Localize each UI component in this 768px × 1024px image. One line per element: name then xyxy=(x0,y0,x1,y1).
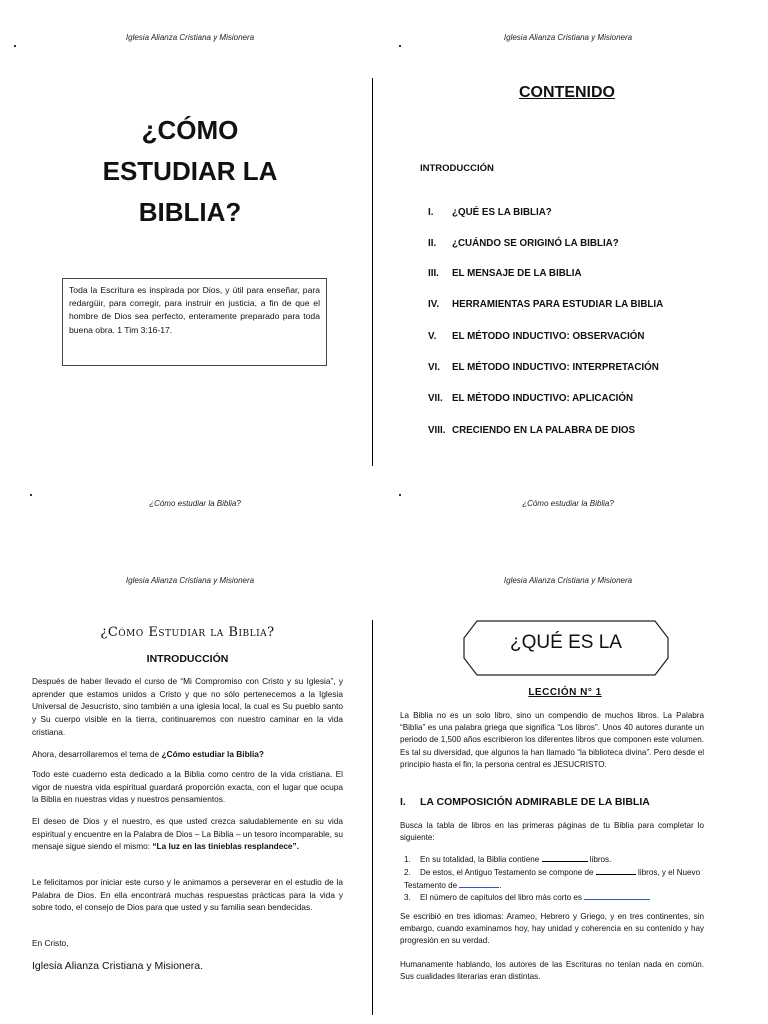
toc-item xyxy=(428,362,659,373)
section-title: LA COMPOSICIÓN ADMIRABLE DE LA BIBLIA xyxy=(420,796,650,808)
page1-footer: ¿Cómo estudiar la Biblia? xyxy=(149,499,241,508)
toc-item xyxy=(428,393,633,404)
intro-paragraph: Todo este cuaderno esta dedicado a la Biblia como centro de la vida cristiana. El vigor de nuestra vida espiritual guardará proporción exacta, con el lugar que ocupa la Biblia en nuestras vidas y nuestros pensamientos. xyxy=(32,769,343,805)
page3-header: Iglesia Alianza Cristiana y Misionera xyxy=(125,576,255,585)
closing: En Cristo, xyxy=(32,938,69,948)
intro-paragraph xyxy=(32,815,343,853)
contents-introduction: INTRODUCCIÓN xyxy=(420,163,494,174)
paragraph-text: El deseo de Dios y el nuestro, es que usted crezca saludablemente en su vida espiritual y encuentre en la Palabra de Dios – La Biblia – un tesoro incomparable, su mensaje sigue siendo el mismo: xyxy=(32,816,343,852)
scan-mark xyxy=(14,45,16,47)
page1-title xyxy=(70,110,310,233)
answer-blank[interactable] xyxy=(584,891,650,900)
instruction-text: Busca la tabla de libros en las primeras páginas de tu Biblia para completar lo siguiente: xyxy=(400,821,704,843)
answer-blank[interactable] xyxy=(596,866,636,875)
paragraph-bold-text: “La luz en las tinieblas resplandece”. xyxy=(152,841,300,852)
paragraph-bold-text: ¿Cómo estudiar la Biblia? xyxy=(161,749,264,759)
list-item xyxy=(404,853,704,866)
list-item xyxy=(404,866,704,892)
title-line: ESTUDIAR LA xyxy=(102,156,278,186)
list-text: libros, y el Nuevo Testamento de xyxy=(404,868,701,890)
list-number: 2. xyxy=(404,868,411,877)
list-text: . xyxy=(499,881,502,890)
intro-paragraph: Le felicitamos por iniciar este curso y le animamos a perseverar en el estudio de la Palabra de Dios. En ella encontrará muchas respuestas prácticas para la vida y sobre todo, el consejo de Dios para que usted y su familia sean bendecidas. xyxy=(32,877,343,913)
scan-mark xyxy=(399,45,401,47)
lesson-banner-title: ¿QUÉ ES LA xyxy=(510,632,622,653)
toc-item xyxy=(428,331,645,342)
answer-blank[interactable] xyxy=(459,879,502,890)
list-text: De estos, el Antiguo Testamento se compone de xyxy=(420,868,596,877)
lesson-paragraph: Humanamente hablando, los autores de las Escrituras no tenían nada en común. Sus cualidades literarias eran distintas. xyxy=(400,960,704,982)
toc-text: ¿CUÁNDO SE ORIGINÓ LA BIBLIA? xyxy=(452,238,619,249)
section-heading xyxy=(400,796,650,808)
list-text: El número de capítulos del libro más corto es xyxy=(420,893,585,902)
answer-blank[interactable] xyxy=(542,853,588,862)
toc-number: II. xyxy=(428,238,437,249)
title-line: BIBLIA? xyxy=(138,197,242,227)
section-number: I. xyxy=(400,796,406,808)
page3-subtitle: INTRODUCCIÓN xyxy=(146,653,229,665)
page-divider xyxy=(372,78,373,466)
title-line: ¿CÓMO xyxy=(141,115,239,145)
toc-number: IV. xyxy=(428,299,440,310)
toc-number: V. xyxy=(428,331,437,342)
list-text: libros. xyxy=(587,855,612,864)
toc-text: HERRAMIENTAS PARA ESTUDIAR LA BIBLIA xyxy=(452,299,664,310)
list-number: 3. xyxy=(404,893,411,902)
toc-number: VI. xyxy=(428,362,440,373)
toc-text: EL MÉTODO INDUCTIVO: OBSERVACIÓN xyxy=(452,331,645,342)
toc-text: EL MÉTODO INDUCTIVO: APLICACIÓN xyxy=(452,393,634,404)
toc-number: VIII. xyxy=(428,425,446,436)
toc-number: VII. xyxy=(428,393,443,404)
toc-number: III. xyxy=(428,268,439,279)
toc-item xyxy=(428,238,619,249)
list-text: En su totalidad, la Biblia contiene xyxy=(420,855,542,864)
toc-number: I. xyxy=(428,207,434,218)
toc-text: EL MENSAJE DE LA BIBLIA xyxy=(452,268,582,279)
paragraph-text: Ahora, desarrollaremos el tema de xyxy=(32,749,162,759)
intro-paragraph: Después de haber llevado el curso de “Mi Compromiso con Cristo y su Iglesia”, y aprender que estamos unidos a Cristo y que no sólo pertenecemos a la Iglesia Universal de Jesucristo, sino también a una iglesia local, la cual es Su pueblo santo y Su cuerpo visible en la tierra, continuaremos con nuestro caminar en la vida cristiana. xyxy=(32,676,343,737)
scan-mark xyxy=(399,494,401,496)
toc-item xyxy=(428,207,552,218)
page4-header: Iglesia Alianza Cristiana y Misionera xyxy=(503,576,633,585)
page3-title: ¿Cómo Estudiar la Biblia? xyxy=(100,625,275,640)
toc-item xyxy=(428,425,635,436)
toc-text: EL MÉTODO INDUCTIVO: INTERPRETACIÓN xyxy=(452,362,659,373)
toc-item xyxy=(428,268,582,279)
lesson-number: LECCIÓN N° 1 xyxy=(528,687,602,698)
lesson-paragraph: Se escribió en tres idiomas: Arameo, Hebrero y Griego, y en tres continentes, sin embargo, cuando examinamos hoy, hay unidad y coherencia en su contenido y hay progresión en su verdad. xyxy=(400,912,704,946)
toc-text: ¿QUÉ ES LA BIBLIA? xyxy=(452,207,552,218)
toc-text: CRECIENDO EN LA PALABRA DE DIOS xyxy=(452,425,636,436)
list-number: 1. xyxy=(404,855,411,864)
page2-header: Iglesia Alianza Cristiana y Misionera xyxy=(503,33,633,42)
scan-mark xyxy=(30,494,32,496)
page-divider xyxy=(372,620,373,1015)
lesson-paragraph: La Biblia no es un solo libro, sino un compendio de muchos libros. La Palabra “Biblia” es una palabra griega que significa “Los libros”. Unos 40 autores durante un periodo de 1,500 años escribieron los diferentes libros que componen este volumen. Es tal su diversidad, que algunos la han llamado “la biblioteca divina”. Pero desde el principio hasta el fin, la persona central es JESUCRISTO. xyxy=(400,711,704,769)
intro-paragraph xyxy=(32,748,343,761)
page1-header: Iglesia Alianza Cristiana y Misionera xyxy=(125,33,255,42)
page2-footer: ¿Cómo estudiar la Biblia? xyxy=(522,499,614,508)
toc-item xyxy=(428,299,663,310)
scripture-quote-box xyxy=(62,278,327,366)
list-item xyxy=(404,891,704,904)
scripture-quote: Toda la Escritura es inspirada por Dios, y útil para enseñar, para redargüir, para corregir, para instruir en justicia, a fin de que el hombre de Dios sea perfecto, enteramente preparado para toda buena obra. 1 Tim 3:16-17. xyxy=(69,285,320,335)
signature: Iglesia Alianza Cristiana y Misionera. xyxy=(32,960,203,972)
contents-title: CONTENIDO xyxy=(519,84,615,101)
